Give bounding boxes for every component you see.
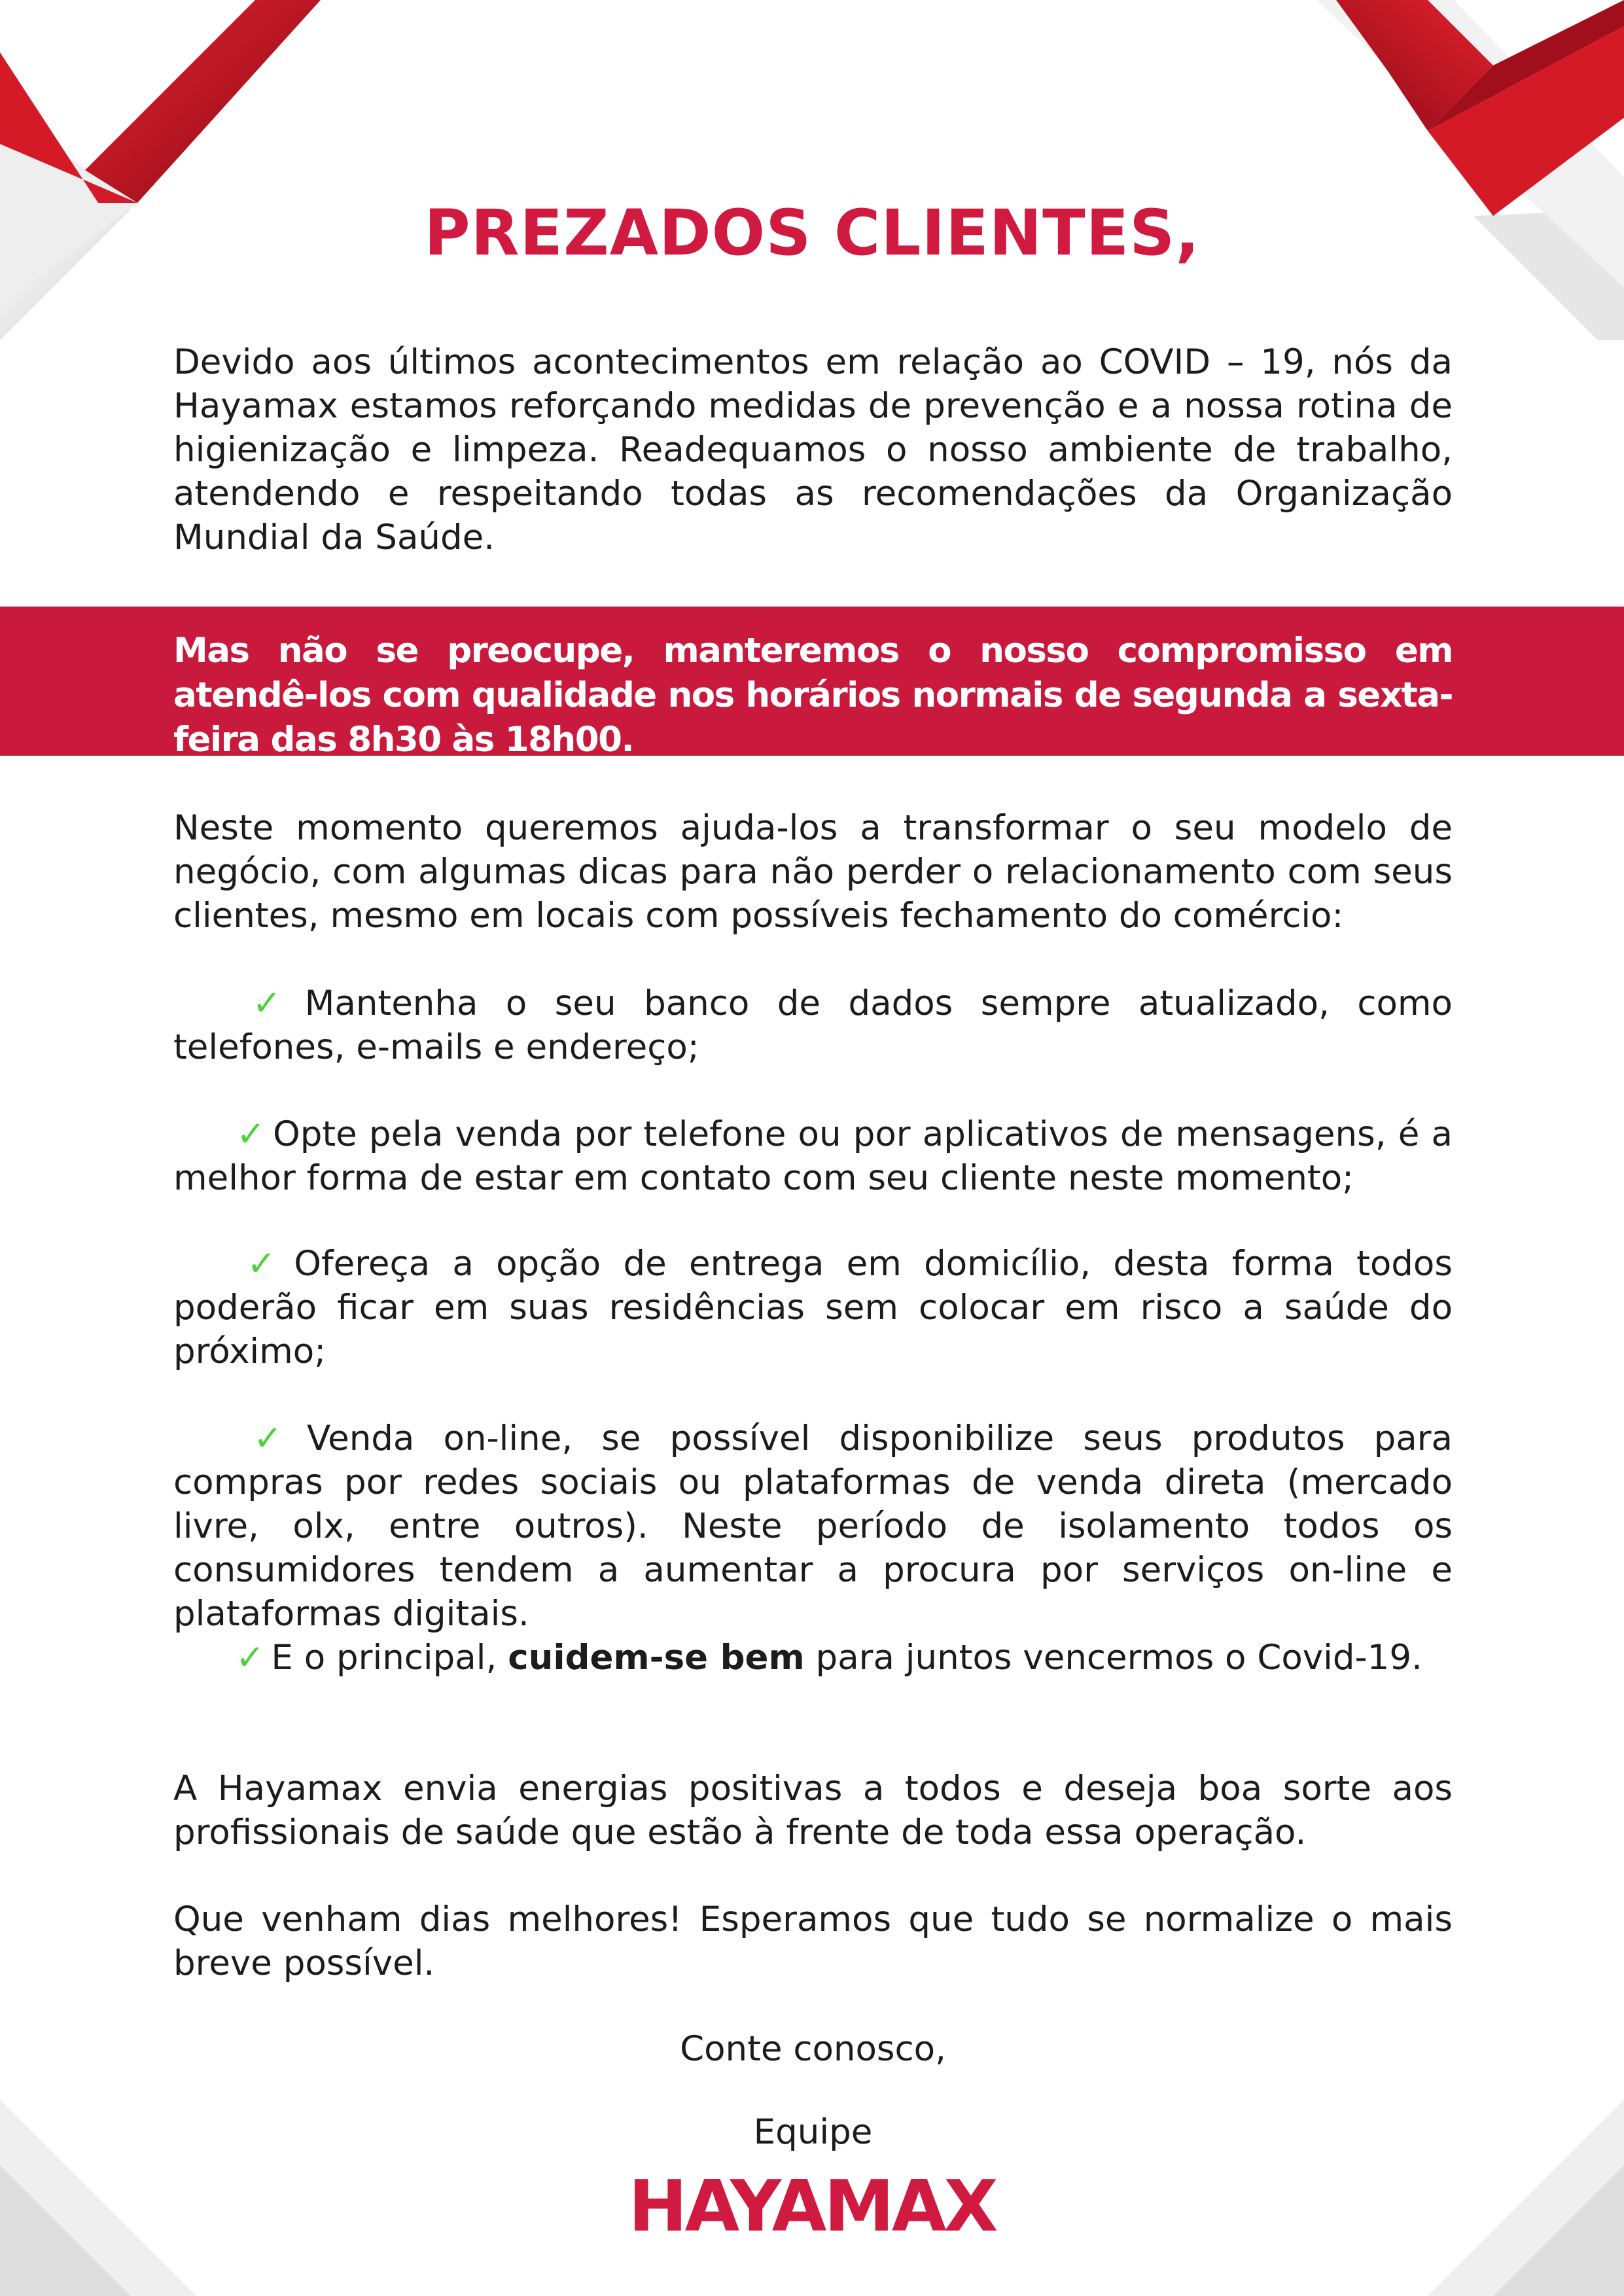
check-icon: ✓	[236, 1244, 288, 1284]
highlight-banner	[0, 607, 1624, 760]
check-icon: ✓	[236, 983, 298, 1023]
tip-text: Venda on-line, se possível disponibilize seus produtos para compras por redes sociais ou plataformas de venda direta (mercado livre, olx, entre outros). Neste período de isolamento todos os consumidores tendem a aumentar a procura por serviços on-line e plataformas digitais.	[173, 1419, 1453, 1634]
closing-paragraph: A Hayamax envia energias positivas a todos e deseja boa sorte aos profissionais de saúde que estão à frente de toda essa operação.	[173, 1769, 1453, 1852]
tips-intro-paragraph: Neste momento queremos ajuda-los a transformar o seu modelo de negócio, com algumas dicas para não perder o relacionamento com seus clientes, mesmo em locais com possíveis fechamento do comércio:	[173, 808, 1453, 936]
check-icon: ✓	[236, 1114, 267, 1154]
hayamax-logo: HAYAMAX	[628, 2166, 996, 2248]
tip-item	[173, 1112, 1453, 1200]
signoff: Conte conosco,	[680, 2029, 946, 2069]
tip-text: Mantenha o seu banco de dados sempre atualizado, como telefones, e-mails e endereço;	[173, 983, 1453, 1067]
banner-text: Mas não se preocupe, manteremos o nosso compromisso em atendê-los com qualidade nos horários normais de segunda a sexta-feira das 8h30 às 18h00.	[173, 631, 1453, 760]
tip-emphasis: cuidem-se bem	[508, 1638, 805, 1678]
check-icon: ✓	[236, 1419, 300, 1458]
intro-paragraph: Devido aos últimos acontecimentos em relação ao COVID – 19, nós da Hayamax estamos reforçando medidas de prevenção e a nossa rotina de higienização e limpeza. Readequamos o nosso ambiente de trabalho, atendendo e respeitando todas as recomendações da Organização Mundial da Saúde.	[173, 342, 1453, 557]
closing-paragraph-2: Que venham dias melhores! Esperamos que tudo se normalize o mais breve possível.	[173, 1899, 1453, 1983]
tip-item-final	[173, 1636, 1453, 1680]
tip-text: E o principal,	[271, 1638, 497, 1678]
corner-ribbon-top-right	[1258, 0, 1624, 340]
corner-ribbon-top-left	[0, 0, 366, 340]
tip-text: Ofereça a opção de entrega em domicílio, desta forma todos poderão ficar em suas residências sem colocar em risco a saúde do próximo;	[173, 1244, 1453, 1371]
page-title: PREZADOS CLIENTES,	[424, 196, 1200, 270]
team-label: Equipe	[753, 2112, 873, 2152]
tip-item	[173, 1242, 1453, 1373]
tip-item	[173, 981, 1453, 1069]
tip-text: Opte pela venda por telefone ou por aplicativos de mensagens, é a melhor forma de estar em contato com seu cliente neste momento;	[173, 1114, 1453, 1198]
tip-text: para juntos vencermos o Covid-19.	[815, 1638, 1422, 1678]
check-icon: ✓	[236, 1638, 265, 1678]
tip-item	[173, 1417, 1453, 1636]
